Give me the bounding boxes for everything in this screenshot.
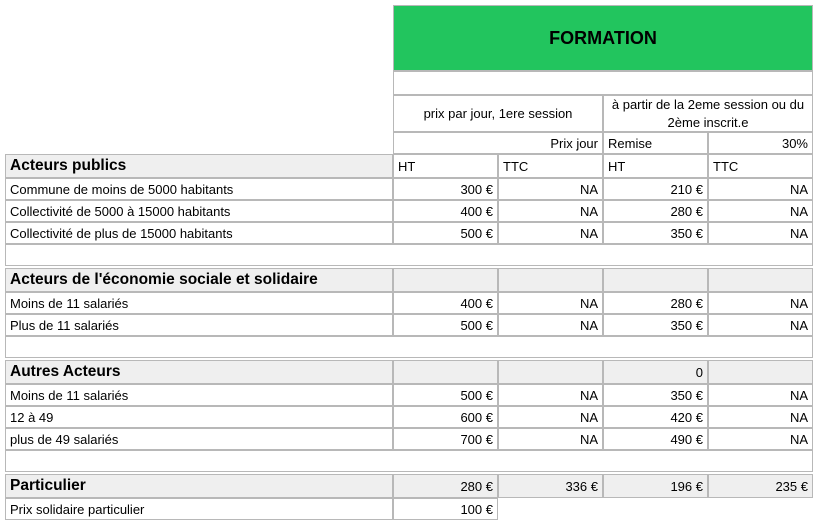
empty-row — [5, 450, 813, 472]
row-label: Collectivité de 5000 à 15000 habitants — [5, 200, 393, 222]
ttc2-cell: NA — [708, 314, 813, 336]
ht-header: HT — [393, 154, 498, 178]
row-label: Plus de 11 salariés — [5, 314, 393, 336]
section-cell — [498, 360, 603, 384]
ht1-cell: 500 € — [393, 222, 498, 244]
ttc-header: TTC — [498, 154, 603, 178]
section-cell — [708, 360, 813, 384]
ttc1-cell: NA — [498, 384, 603, 406]
ht1-cell: 500 € — [393, 384, 498, 406]
section-cell — [393, 268, 498, 292]
ttc2-cell: NA — [708, 222, 813, 244]
section-cell — [393, 360, 498, 384]
ht1-cell: 100 € — [393, 498, 498, 520]
ttc1-cell: NA — [498, 406, 603, 428]
row-label: Commune de moins de 5000 habitants — [5, 178, 393, 200]
ttc1-cell: NA — [498, 428, 603, 450]
ttc2-cell: NA — [708, 292, 813, 314]
ttc2-cell: NA — [708, 200, 813, 222]
ht1-cell: 400 € — [393, 200, 498, 222]
prix-jour-label: Prix jour — [393, 132, 603, 154]
ttc2-cell: NA — [708, 178, 813, 200]
ht2-cell: 350 € — [603, 384, 708, 406]
ht2-cell: 350 € — [603, 314, 708, 336]
ttc1-cell: NA — [498, 292, 603, 314]
section-cell — [603, 268, 708, 292]
ttc1-cell: 336 € — [498, 474, 603, 498]
second-session-header: à partir de la 2eme session ou du 2ème inscrit.e — [603, 95, 813, 132]
section-cell — [708, 268, 813, 292]
ht1-cell: 400 € — [393, 292, 498, 314]
section-title-particulier: Particulier — [5, 474, 393, 498]
section-title-autres-acteurs: Autres Acteurs — [5, 360, 393, 384]
ttc1-cell: NA — [498, 200, 603, 222]
section-title-ess: Acteurs de l'économie sociale et solidaire — [5, 268, 393, 292]
ttc1-cell: NA — [498, 222, 603, 244]
row-label: Prix solidaire particulier — [5, 498, 393, 520]
row-label: plus de 49 salariés — [5, 428, 393, 450]
ht1-cell: 300 € — [393, 178, 498, 200]
first-session-header: prix par jour, 1ere session — [393, 95, 603, 132]
section-title-acteurs-publics: Acteurs publics — [5, 154, 393, 178]
ht1-cell: 280 € — [393, 474, 498, 498]
ht2-cell: 280 € — [603, 292, 708, 314]
empty-row — [5, 336, 813, 358]
formation-title: FORMATION — [393, 5, 813, 71]
row-label: 12 à 49 — [5, 406, 393, 428]
blank-row — [393, 71, 813, 95]
ht1-cell: 500 € — [393, 314, 498, 336]
ttc-header: TTC — [708, 154, 813, 178]
section-cell — [498, 268, 603, 292]
ht1-cell: 600 € — [393, 406, 498, 428]
ht2-cell: 210 € — [603, 178, 708, 200]
ht-header: HT — [603, 154, 708, 178]
ht2-cell: 490 € — [603, 428, 708, 450]
ht2-cell: 196 € — [603, 474, 708, 498]
ht2-cell: 280 € — [603, 200, 708, 222]
remise-value: 30% — [708, 132, 813, 154]
section-ht2-value: 0 — [603, 360, 708, 384]
row-label: Moins de 11 salariés — [5, 384, 393, 406]
ht2-cell: 420 € — [603, 406, 708, 428]
ttc1-cell: NA — [498, 314, 603, 336]
remise-label: Remise — [603, 132, 708, 154]
empty-row — [5, 244, 813, 266]
row-label: Moins de 11 salariés — [5, 292, 393, 314]
ttc1-cell: NA — [498, 178, 603, 200]
ttc2-cell: NA — [708, 406, 813, 428]
ttc2-cell: NA — [708, 384, 813, 406]
ht2-cell: 350 € — [603, 222, 708, 244]
ttc2-cell: 235 € — [708, 474, 813, 498]
ttc2-cell: NA — [708, 428, 813, 450]
row-label: Collectivité de plus de 15000 habitants — [5, 222, 393, 244]
ht1-cell: 700 € — [393, 428, 498, 450]
